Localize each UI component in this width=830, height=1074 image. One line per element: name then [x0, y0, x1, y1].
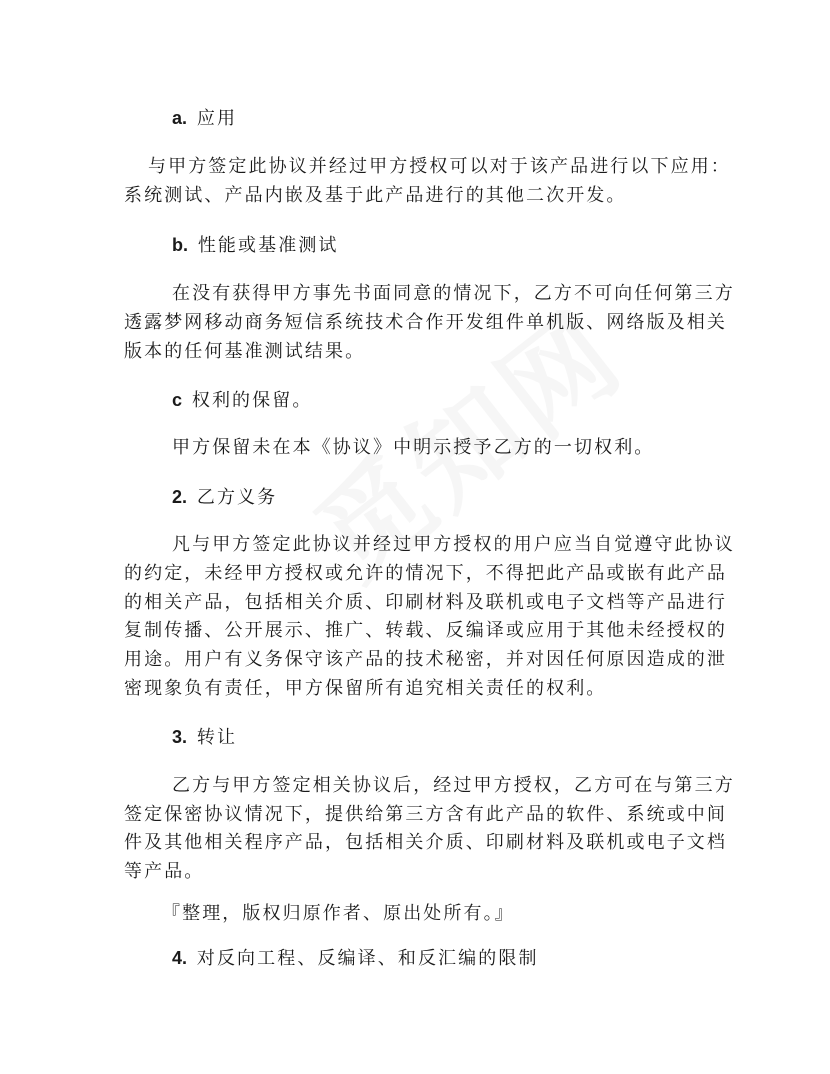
section-c-number: c	[172, 390, 183, 410]
section-2-title: 乙方义务	[196, 487, 278, 508]
section-c-title: 权利的保留。	[191, 390, 313, 411]
section-b-heading	[172, 233, 339, 258]
section-3-line-4: 等产品。	[124, 861, 205, 882]
section-3-heading	[172, 725, 237, 750]
section-c-heading	[172, 388, 312, 413]
section-2-heading	[172, 485, 277, 510]
section-3-line-1: 乙方与甲方签定相关协议后，经过甲方授权，乙方可在与第三方	[172, 775, 735, 796]
section-3-line-2: 签定保密协议情况下，提供给第三方含有此产品的软件、系统或中间	[124, 804, 727, 825]
section-4-title: 对反向工程、反编译、和反汇编的限制	[196, 948, 539, 969]
copyright-note: 『整理，版权归原作者、原出处所有。』	[162, 903, 515, 924]
section-3-title: 转让	[196, 727, 238, 748]
section-2-number: 2.	[172, 487, 188, 507]
section-b-title: 性能或基准测试	[197, 235, 339, 256]
section-b-line-2: 透露梦网移动商务短信系统技术合作开发组件单机版、网络版及相关	[124, 312, 727, 333]
section-a-line-1: 与甲方签定此协议并经过甲方授权可以对于该产品进行以下应用：	[148, 156, 731, 177]
section-b-line-3: 版本的任何基准测试结果。	[124, 341, 366, 362]
section-3-line-3: 件及其他相关程序产品，包括相关介质、印刷材料及联机或电子文档	[124, 832, 727, 853]
section-2-line-4: 复制传播、公开展示、推广、转载、反编译或应用于其他未经授权的	[124, 620, 727, 641]
section-a-number: a.	[172, 108, 188, 128]
section-a-title: 应用	[196, 108, 238, 129]
section-2-line-6: 密现象负有责任，甲方保留所有追究相关责任的权利。	[124, 678, 607, 699]
section-a-line-2: 系统测试、产品内嵌及基于此产品进行的其他二次开发。	[124, 185, 627, 206]
section-4-heading	[172, 946, 539, 971]
section-2-line-3: 的相关产品，包括相关介质、印刷材料及联机或电子文档等产品进行	[124, 592, 727, 613]
section-b-line-1: 在没有获得甲方事先书面同意的情况下，乙方不可向任何第三方	[172, 283, 735, 304]
section-c-line-1: 甲方保留未在本《协议》中明示授予乙方的一切权利。	[172, 437, 655, 458]
section-3-number: 3.	[172, 727, 188, 747]
section-a-heading	[172, 106, 237, 131]
section-2-line-2: 的约定，未经甲方授权或允许的情况下，不得把此产品或嵌有此产品	[124, 563, 727, 584]
section-b-number: b.	[172, 235, 188, 255]
section-2-line-5: 用途。用户有义务保守该产品的技术秘密，并对因任何原因造成的泄	[124, 649, 727, 670]
section-4-number: 4.	[172, 948, 188, 968]
section-2-line-1: 凡与甲方签定此协议并经过甲方授权的用户应当自觉遵守此协议	[172, 534, 735, 555]
